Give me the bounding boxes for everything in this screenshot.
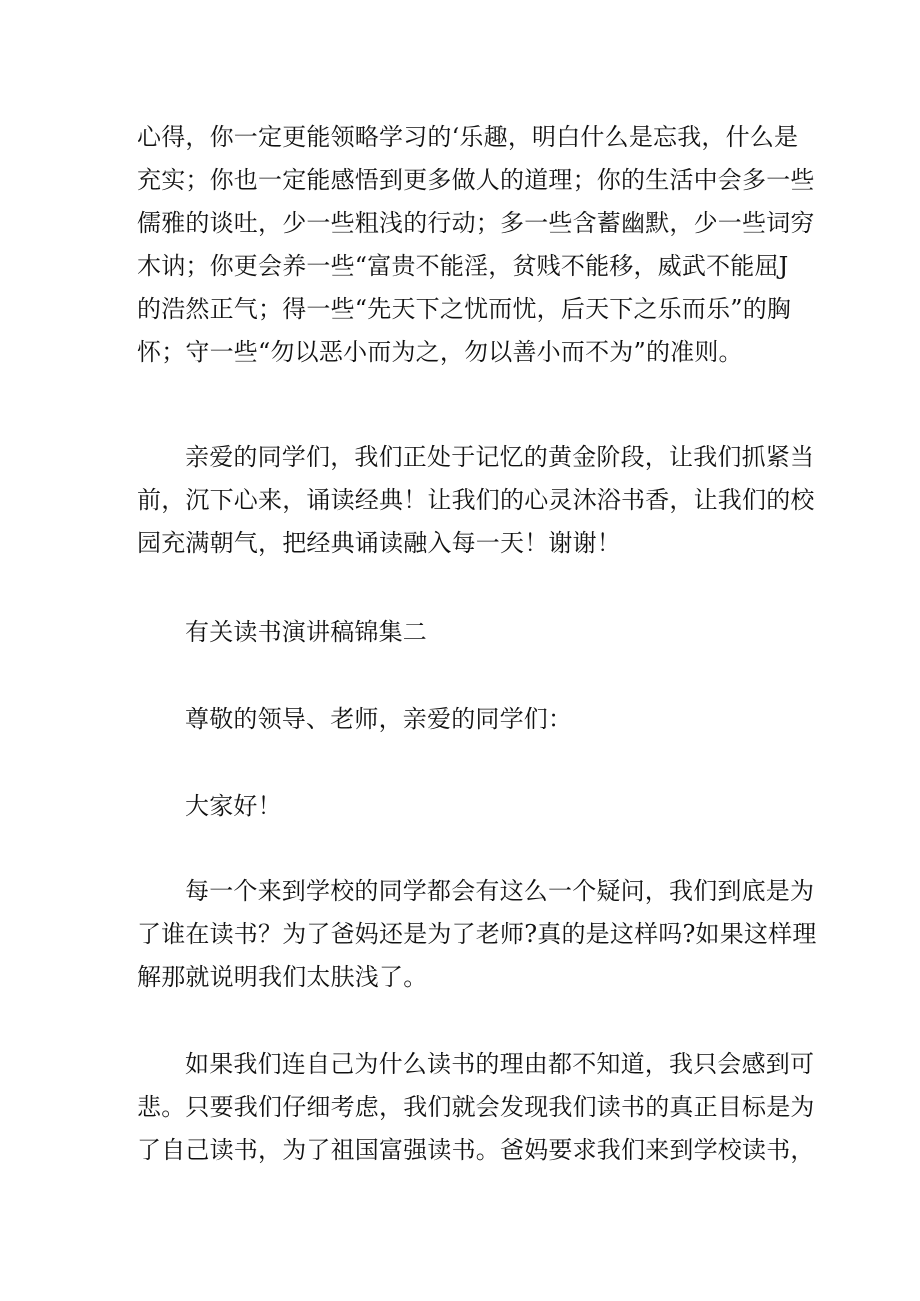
greeting-block (137, 785, 793, 828)
paragraph-1 (137, 116, 815, 374)
paragraph-1-line: 儒雅的谈吐，少一些粗浅的行动；多一些含蓄幽默，少一些词穷 (137, 209, 815, 237)
paragraph-3-line: 了谁在读书？为了爸妈还是为了老师?真的是这样吗?如果这样理 (137, 920, 817, 948)
paragraph-4-line: 如果我们连自己为什么读书的理由都不知道，我只会感到可 (185, 1050, 815, 1078)
paragraph-3 (137, 870, 817, 999)
salutation: 尊敬的领导、老师，亲爱的同学们： (185, 705, 573, 733)
paragraph-2-line: 亲爱的同学们，我们正处于记忆的黄金阶段，让我们抓紧当 (185, 443, 815, 471)
greeting: 大家好！ (185, 792, 282, 820)
paragraph-2 (137, 436, 815, 565)
paragraph-3-line: 解那就说明我们太肤浅了。 (137, 963, 428, 991)
salutation-block (137, 698, 793, 741)
paragraph-1-line: 怀；守一些“勿以恶小而为之，勿以善小而不为”的准则。 (137, 338, 743, 366)
paragraph-1-line: 木讷；你更会养一些“富贵不能淫，贫贱不能移，威武不能屈J (137, 252, 789, 280)
paragraph-4-line: 悲。只要我们仔细考虑，我们就会发现我们读书的真正目标是为 (137, 1093, 815, 1121)
paragraph-4 (137, 1043, 815, 1172)
paragraph-4-line: 了自己读书，为了祖国富强读书。爸妈要求我们来到学校读书， (137, 1136, 815, 1164)
paragraph-2-line: 园充满朝气，把经典诵读融入每一天！谢谢！ (137, 529, 621, 557)
paragraph-3-line: 每一个来到学校的同学都会有这么一个疑问，我们到底是为 (185, 877, 815, 905)
paragraph-1-line: 心得，你一定更能领略学习的‘乐趣，明白什么是忘我，什么是 (137, 123, 799, 151)
paragraph-1-line: 充实；你也一定能感悟到更多做人的道理；你的生活中会多一些 (137, 166, 815, 194)
section-title: 有关读书演讲稿锦集二 (185, 618, 427, 646)
paragraph-2-line: 前，沉下心来，诵读经典！让我们的心灵沐浴书香，让我们的校 (137, 486, 815, 514)
paragraph-1-line: 的浩然正气；得一些“先天下之忧而忧，后天下之乐而乐”的胸 (137, 295, 792, 323)
section-title-block (137, 611, 793, 654)
